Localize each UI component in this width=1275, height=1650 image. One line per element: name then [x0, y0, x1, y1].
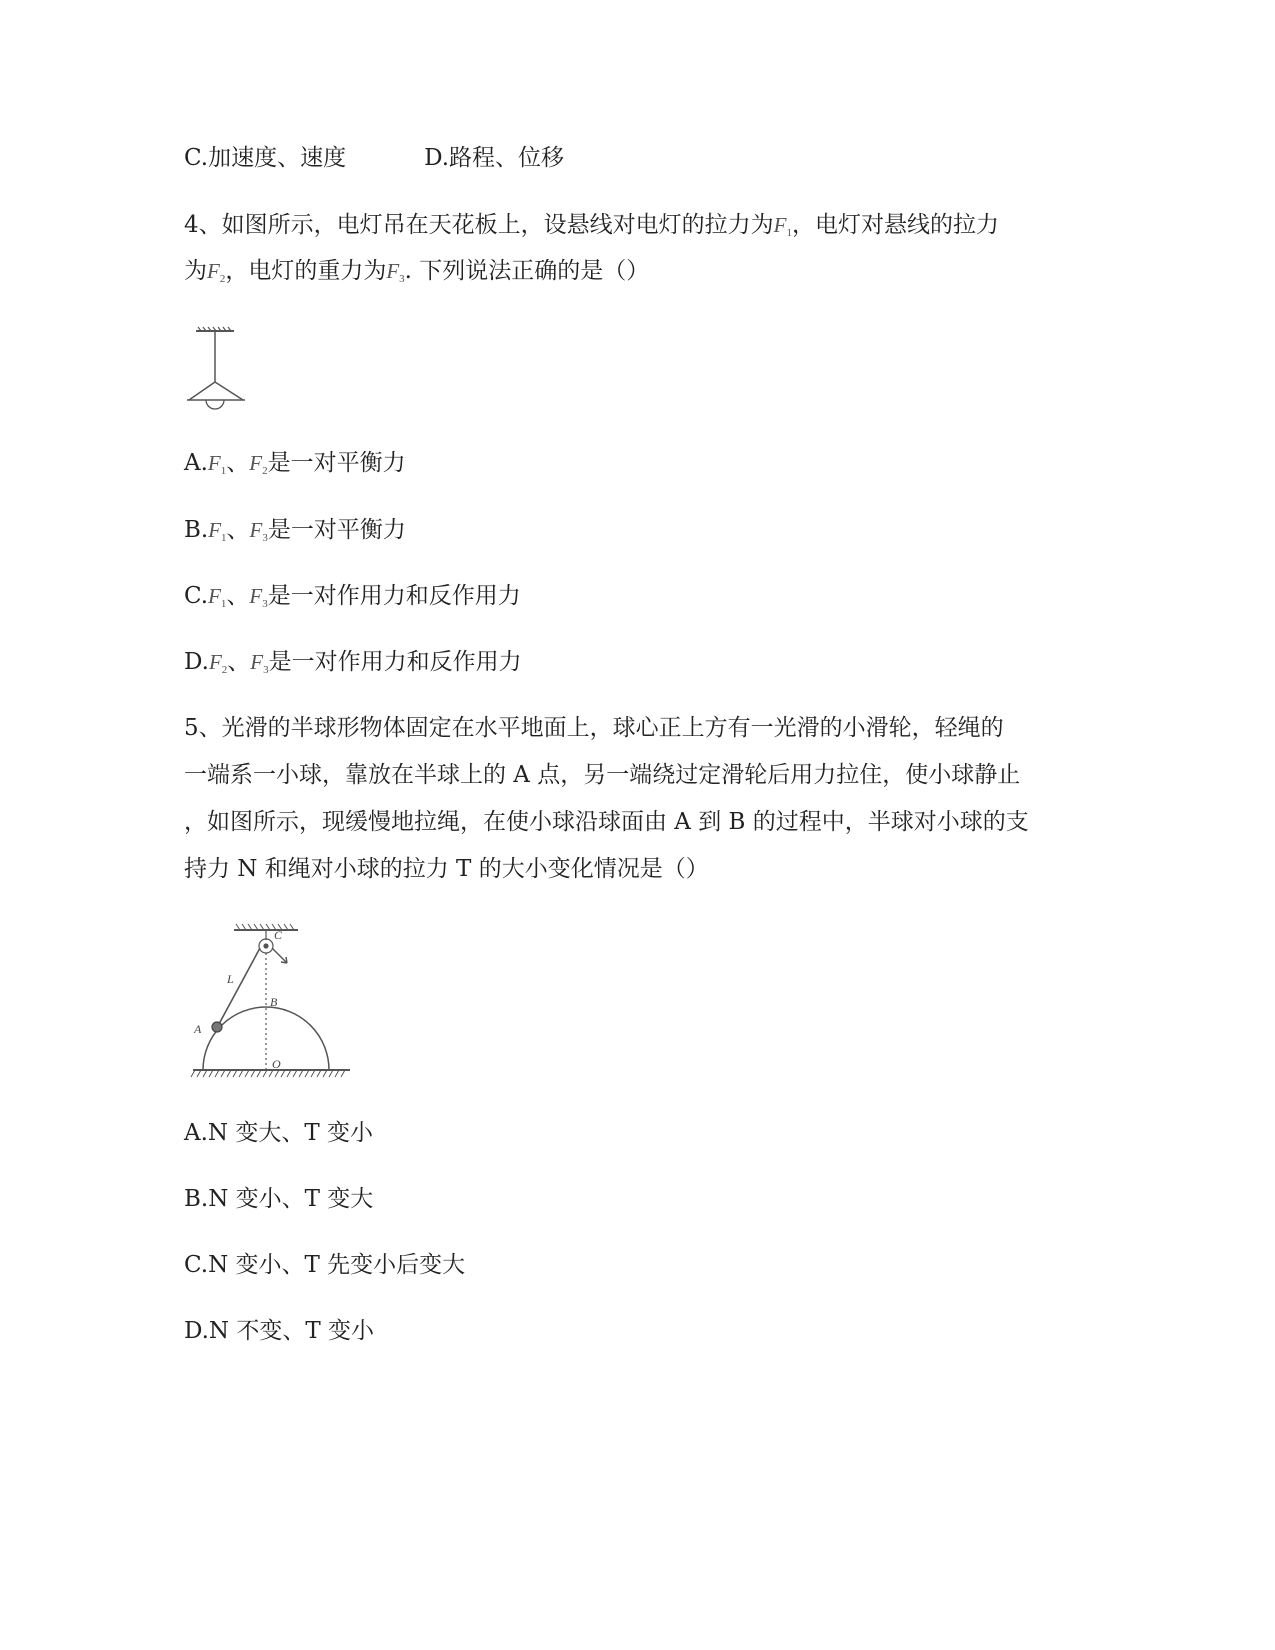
q5-option-a: A.N 变大、T 变小	[184, 1120, 374, 1146]
q4-text-line-1: 4、如图所示，电灯吊在天花板上，设悬线对电灯的拉力为$F_1$，电灯对悬线的拉力	[184, 212, 999, 239]
q5-option-b: B.N 变小、T 变大	[184, 1186, 374, 1212]
q5-option-c: C.N 变小、T 先变小后变大	[184, 1252, 466, 1278]
label-l: L	[227, 972, 234, 986]
option-d-prev: D.路程、位移	[424, 145, 565, 171]
label-c: C	[274, 928, 283, 942]
q5-text-line-3: ，如图所示，现缓慢地拉绳，在使小球沿球面由 A 到 B 的过程中，半球对小球的支	[184, 809, 1029, 835]
q4-option-d: $D.F_2$、$F_3$是一对作用力和反作用力	[184, 649, 522, 676]
force-f1: $F_1$	[773, 213, 792, 239]
q4-option-a: $A.F_1$、$F_2$是一对平衡力	[184, 450, 406, 477]
hanging-lamp-figure	[184, 325, 254, 417]
label-a: A	[194, 1022, 202, 1036]
q5-text-line-4: 持力 N 和绳对小球的拉力 T 的大小变化情况是（）	[184, 856, 709, 882]
force-f2: $F_2$	[207, 259, 226, 285]
prev-options-row	[184, 142, 564, 174]
force-f3: $F_3$	[386, 259, 405, 285]
label-b: B	[270, 995, 278, 1009]
label-o: O	[272, 1057, 281, 1071]
q4-text-line-2: 为$F_2$，电灯的重力为$F_3$. 下列说法正确的是（）	[184, 258, 650, 285]
q4-option-c: $C.F_1$、$F_3$是一对作用力和反作用力	[184, 583, 521, 610]
hemisphere-pulley-figure	[190, 920, 365, 1092]
q4-option-b: $B.F_1$、$F_3$是一对平衡力	[184, 517, 406, 544]
option-c-prev: C.加速度、速度	[184, 145, 347, 171]
q5-text-line-1: 5、光滑的半球形物体固定在水平地面上，球心正上方有一光滑的小滑轮，轻绳的	[184, 715, 1004, 741]
q5-option-d: D.N 不变、T 变小	[184, 1318, 375, 1344]
q5-text-line-2: 一端系一小球，靠放在半球上的 A 点，另一端绕过定滑轮后用力拉住，使小球静止	[184, 762, 1021, 788]
